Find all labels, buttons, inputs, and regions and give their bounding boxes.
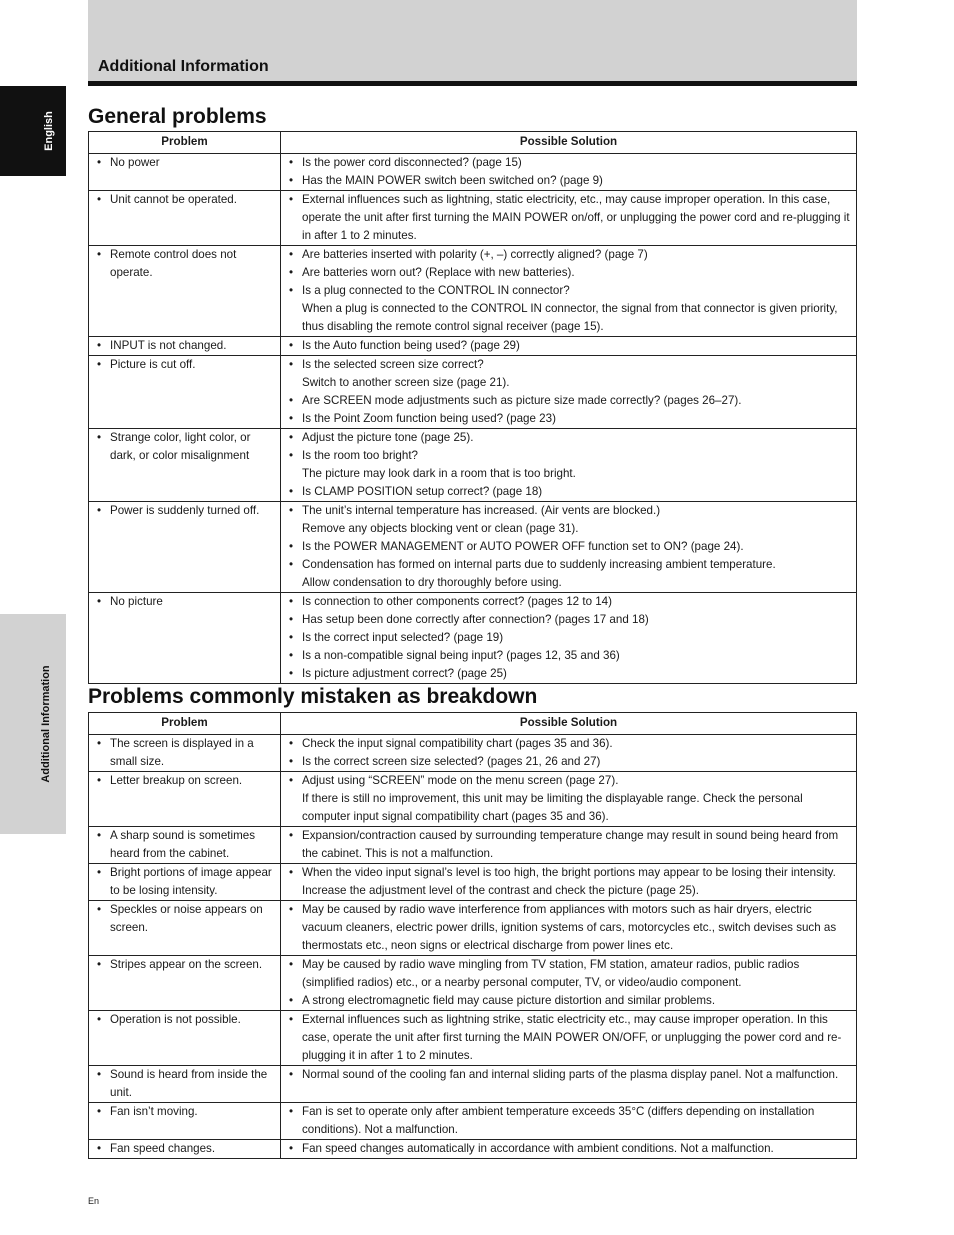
problem-cell — [89, 901, 281, 956]
solution-continuation: Allow condensation to dry thoroughly before using. — [302, 576, 562, 589]
problem-text: • Bright portions of image appear to be losing intensity. — [89, 864, 274, 900]
solution-item — [281, 483, 850, 501]
solution-text: Is the room too bright? — [302, 449, 418, 462]
solution-cell — [281, 772, 857, 827]
solution-item — [281, 538, 850, 556]
solution-cell — [281, 1066, 857, 1103]
solution-text: Has the MAIN POWER switch been switched on? (page 9) — [302, 174, 603, 187]
solution-cell — [281, 502, 857, 593]
solution-item — [281, 593, 850, 611]
solution-item — [281, 901, 850, 955]
solution-text: Fan is set to operate only after ambient temperature exceeds 35°C (differs depending on installation conditions). Not a malfunction. — [302, 1105, 815, 1136]
solution-item — [281, 864, 850, 900]
solution-cell — [281, 864, 857, 901]
solution-text: Is picture adjustment correct? (page 25) — [302, 667, 507, 680]
table-row — [89, 735, 857, 772]
solution-cell — [281, 1011, 857, 1066]
solution-text: Is a non-compatible signal being input? (pages 12, 35 and 36) — [302, 649, 620, 662]
solution-text: Is the selected screen size correct? — [302, 358, 484, 371]
solution-cell — [281, 356, 857, 429]
solution-text: Is the POWER MANAGEMENT or AUTO POWER OFF function set to ON? (page 24). — [302, 540, 744, 553]
solution-cell — [281, 246, 857, 337]
column-header-solution: Possible Solution — [281, 132, 857, 154]
problem-cell — [89, 735, 281, 772]
header-title: Additional Information — [98, 58, 269, 75]
solution-text: Are batteries worn out? (Replace with new batteries). — [302, 266, 575, 279]
problem-text: • Power is suddenly turned off. — [89, 502, 274, 520]
problem-text: • Fan isn’t moving. — [89, 1103, 274, 1121]
solution-text: Has setup been done correctly after connection? (pages 17 and 18) — [302, 613, 649, 626]
table-row — [89, 864, 857, 901]
problem-text: • Letter breakup on screen. — [89, 772, 274, 790]
header-rule — [88, 81, 857, 86]
table-row — [89, 772, 857, 827]
column-header-solution: Possible Solution — [281, 713, 857, 735]
solution-cell — [281, 827, 857, 864]
language-tab-label: English — [43, 111, 55, 151]
table-row — [89, 246, 857, 337]
solution-text: Is the Auto function being used? (page 29) — [302, 339, 520, 352]
problem-cell — [89, 864, 281, 901]
solution-text: May be caused by radio wave mingling from TV station, FM station, amateur radios, public radios (simplified radios) etc., or a nearby personal computer, TV, or video/audio component. — [302, 958, 800, 989]
solution-item — [281, 665, 850, 683]
problem-cell — [89, 772, 281, 827]
solution-item — [281, 629, 850, 647]
table-row — [89, 827, 857, 864]
solution-text: Is CLAMP POSITION setup correct? (page 18) — [302, 485, 543, 498]
column-header-problem: Problem — [89, 132, 281, 154]
table-row — [89, 1140, 857, 1159]
solution-item — [281, 1140, 850, 1158]
solution-text: Is the Point Zoom function being used? (page 23) — [302, 412, 556, 425]
solution-item — [281, 1066, 850, 1084]
problem-text: • Operation is not possible. — [89, 1011, 274, 1029]
solution-item — [281, 753, 850, 771]
solution-item — [281, 502, 850, 538]
problem-cell — [89, 956, 281, 1011]
problem-text: • Strange color, light color, or dark, or color misalignment — [89, 429, 274, 465]
solution-cell — [281, 735, 857, 772]
solution-text: Check the input signal compatibility chart (pages 35 and 36). — [302, 737, 613, 750]
solution-text: External influences such as lightning strike, static electricity etc., may cause improper operation. In this case, operate the unit after first turning the MAIN POWER ON/OFF, or unplugging the power cord and re-plugging it in after 1 to 2 minutes. — [302, 1013, 842, 1062]
solution-item — [281, 735, 850, 753]
solution-continuation: The picture may look dark in a room that is too bright. — [302, 467, 576, 480]
table-row — [89, 593, 857, 684]
solution-continuation: When a plug is connected to the CONTROL IN connector, the signal from that connector is given priority, thus disabling the remote control signal receiver (page 15). — [302, 302, 838, 333]
solution-cell — [281, 1140, 857, 1159]
solution-text: Fan speed changes automatically in accordance with ambient conditions. Not a malfunction. — [302, 1142, 774, 1155]
solution-item — [281, 1011, 850, 1065]
solution-text: Adjust the picture tone (page 25). — [302, 431, 474, 444]
problem-cell — [89, 502, 281, 593]
solution-item — [281, 172, 850, 190]
solution-text: When the video input signal’s level is too high, the bright portions may appear to be losing their intensity. — [302, 866, 836, 879]
solution-item — [281, 556, 850, 592]
table-row — [89, 154, 857, 191]
solution-text: A strong electromagnetic field may cause picture distortion and similar problems. — [302, 994, 716, 1007]
solution-text: Is the correct screen size selected? (pages 21, 26 and 27) — [302, 755, 601, 768]
problem-text: • No power — [89, 154, 274, 172]
problem-text: • Remote control does not operate. — [89, 246, 274, 282]
solution-item — [281, 956, 850, 992]
problem-cell — [89, 191, 281, 246]
problem-cell — [89, 429, 281, 502]
solution-item — [281, 647, 850, 665]
general-problems-table — [88, 131, 857, 684]
section-tab — [0, 614, 66, 834]
solution-text: Is a plug connected to the CONTROL IN connector? — [302, 284, 570, 297]
solution-text: Expansion/contraction caused by surrounding temperature change may result in sound being heard from the cabinet. This is not a malfunction. — [302, 829, 839, 860]
problem-text: • Stripes appear on the screen. — [89, 956, 274, 974]
problem-cell — [89, 356, 281, 429]
table-row — [89, 956, 857, 1011]
solution-text: Is connection to other components correct? (pages 12 to 14) — [302, 595, 612, 608]
solution-item — [281, 356, 850, 392]
solution-cell — [281, 1103, 857, 1140]
table-row — [89, 1066, 857, 1103]
problem-text: • Speckles or noise appears on screen. — [89, 901, 274, 937]
solution-item — [281, 191, 850, 245]
solution-text: Adjust using “SCREEN” mode on the menu screen (page 27). — [302, 774, 619, 787]
solution-cell — [281, 593, 857, 684]
problem-text: • Fan speed changes. — [89, 1140, 274, 1158]
solution-item — [281, 827, 850, 863]
solution-text: May be caused by radio wave interference from appliances with motors such as hair dryers, electric vacuum cleaners, electric power drills, ignition systems of cars, motorcycles etc., switch devises such as thermostats etc., neon signs or electrical discharge from power lines etc. — [302, 903, 837, 952]
solution-cell — [281, 956, 857, 1011]
solution-text: Normal sound of the cooling fan and internal sliding parts of the plasma display panel. Not a malfunction. — [302, 1068, 839, 1081]
table-row — [89, 901, 857, 956]
problem-cell — [89, 246, 281, 337]
table-row — [89, 502, 857, 593]
problem-text: • A sharp sound is sometimes heard from the cabinet. — [89, 827, 274, 863]
table-row — [89, 191, 857, 246]
solution-item — [281, 246, 850, 264]
solution-item — [281, 154, 850, 172]
problem-text: • Sound is heard from inside the unit. — [89, 1066, 274, 1102]
solution-cell — [281, 901, 857, 956]
solution-item — [281, 992, 850, 1010]
problem-cell — [89, 1103, 281, 1140]
solution-item — [281, 611, 850, 629]
problem-cell — [89, 1140, 281, 1159]
solution-item — [281, 429, 850, 447]
problem-cell — [89, 1011, 281, 1066]
solution-text: External influences such as lightning, static electricity, etc., may cause improper operation. In this case, operate the unit after first turning the MAIN POWER on/off, or unplugging the power cord and re-plugging it in after 1 to 2 minutes. — [302, 193, 850, 242]
solution-item — [281, 772, 850, 826]
language-tab — [0, 86, 66, 176]
solution-text: Are SCREEN mode adjustments such as picture size made correctly? (pages 26–27). — [302, 394, 742, 407]
solution-continuation: If there is still no improvement, this unit may be limiting the displayable range. Check the personal computer input signal compatibility chart (pages 35 and 36). — [302, 792, 803, 823]
section-title-general: General problems — [88, 105, 267, 128]
solution-item — [281, 264, 850, 282]
problem-text: • Unit cannot be operated. — [89, 191, 274, 209]
section-tab-label: Additional Information — [40, 665, 52, 783]
solution-item — [281, 447, 850, 483]
solution-continuation: Increase the adjustment level of the contrast and check the picture (page 25). — [302, 884, 699, 897]
problem-cell — [89, 593, 281, 684]
problem-cell — [89, 1066, 281, 1103]
solution-text: Condensation has formed on internal parts due to suddenly increasing ambient temperature. — [302, 558, 776, 571]
problem-text: • INPUT is not changed. — [89, 337, 274, 355]
solution-continuation: Switch to another screen size (page 21). — [302, 376, 510, 389]
page-footer: En — [88, 1196, 100, 1206]
solution-text: Is the power cord disconnected? (page 15) — [302, 156, 522, 169]
solution-text: Is the correct input selected? (page 19) — [302, 631, 504, 644]
problem-text: • The screen is displayed in a small size. — [89, 735, 274, 771]
problem-text: • Picture is cut off. — [89, 356, 274, 374]
solution-text: Are batteries inserted with polarity (+, –) correctly aligned? (page 7) — [302, 248, 648, 261]
solution-continuation: Remove any objects blocking vent or clean (page 31). — [302, 522, 579, 535]
problem-cell — [89, 827, 281, 864]
problem-cell — [89, 337, 281, 356]
table-row — [89, 337, 857, 356]
solution-cell — [281, 191, 857, 246]
table-row — [89, 1103, 857, 1140]
solution-item — [281, 1103, 850, 1139]
solution-item — [281, 392, 850, 410]
problem-cell — [89, 154, 281, 191]
table-row — [89, 1011, 857, 1066]
table-row — [89, 429, 857, 502]
solution-text: The unit’s internal temperature has increased. (Air vents are blocked.) — [302, 504, 661, 517]
solution-cell — [281, 429, 857, 502]
section-title-breakdown: Problems commonly mistaken as breakdown — [88, 685, 538, 708]
solution-cell — [281, 154, 857, 191]
solution-item — [281, 282, 850, 336]
solution-item — [281, 337, 850, 355]
table-row — [89, 356, 857, 429]
column-header-problem: Problem — [89, 713, 281, 735]
problem-text: • No picture — [89, 593, 274, 611]
breakdown-problems-table — [88, 712, 857, 1159]
solution-cell — [281, 337, 857, 356]
solution-item — [281, 410, 850, 428]
